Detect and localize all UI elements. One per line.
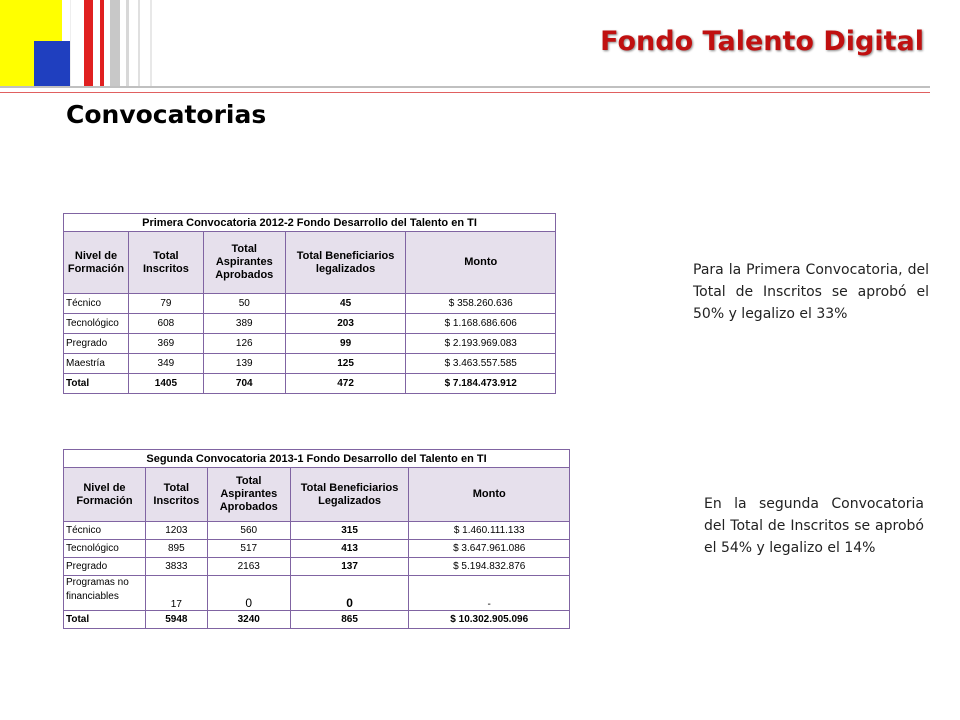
corner-blue-block — [34, 41, 70, 86]
cell-level: Técnico — [64, 522, 146, 540]
cell-beneficiaries: 45 — [285, 294, 406, 314]
page-title: Convocatorias — [66, 100, 267, 129]
cell-level: Pregrado — [64, 334, 129, 354]
cell-beneficiaries: 125 — [285, 354, 406, 374]
cell-level: Tecnológico — [64, 540, 146, 558]
cell-level: Total — [64, 611, 146, 629]
table-row — [64, 540, 570, 558]
cell-beneficiaries: 137 — [290, 558, 409, 576]
cell-level: Programas no financiables — [64, 576, 146, 611]
cell-beneficiaries: 203 — [285, 314, 406, 334]
cell-enrolled: 895 — [145, 540, 207, 558]
cell-amount: $ 3.463.557.585 — [406, 354, 556, 374]
cell-enrolled: 79 — [128, 294, 203, 314]
cell-amount: $ 358.260.636 — [406, 294, 556, 314]
first-call-table — [63, 213, 556, 394]
stripe-gray — [150, 0, 152, 86]
cell-amount: $ 10.302.905.096 — [409, 611, 570, 629]
cell-approved: 560 — [207, 522, 290, 540]
cell-level: Tecnológico — [64, 314, 129, 334]
table-total-row — [64, 611, 570, 629]
cell-amount: $ 5.194.832.876 — [409, 558, 570, 576]
stripe-red — [84, 0, 93, 86]
column-header: Monto — [409, 468, 570, 522]
cell-enrolled: 1203 — [145, 522, 207, 540]
stripe — [70, 0, 77, 86]
cell-approved: 2163 — [207, 558, 290, 576]
header-rule — [0, 86, 930, 88]
column-header: Nivel de Formación — [64, 468, 146, 522]
cell-beneficiaries: 865 — [290, 611, 409, 629]
brand-title: Fondo Talento Digital — [600, 26, 924, 57]
cell-beneficiaries: 413 — [290, 540, 409, 558]
column-header: Total Inscritos — [128, 232, 203, 294]
stripe-red — [100, 0, 104, 86]
header-rule-red — [0, 92, 930, 93]
table-row — [64, 334, 556, 354]
stripe-gray — [110, 0, 120, 86]
stripe-gray — [126, 0, 129, 86]
cell-amount: $ 3.647.961.086 — [409, 540, 570, 558]
cell-level: Técnico — [64, 294, 129, 314]
second-call-table — [63, 449, 570, 629]
cell-approved: 704 — [203, 374, 285, 394]
cell-level: Pregrado — [64, 558, 146, 576]
table-row — [64, 314, 556, 334]
cell-level: Total — [64, 374, 129, 394]
cell-approved: 517 — [207, 540, 290, 558]
cell-approved: 50 — [203, 294, 285, 314]
cell-amount: $ 7.184.473.912 — [406, 374, 556, 394]
cell-approved: 3240 — [207, 611, 290, 629]
column-header: Total Aspirantes Aprobados — [207, 468, 290, 522]
cell-enrolled: 17 — [145, 576, 207, 611]
table-row — [64, 522, 570, 540]
table-row — [64, 294, 556, 314]
table-row — [64, 558, 570, 576]
cell-enrolled: 5948 — [145, 611, 207, 629]
stripe-gray — [138, 0, 140, 86]
table-total-row — [64, 374, 556, 394]
cell-amount: $ 1.460.111.133 — [409, 522, 570, 540]
cell-enrolled: 3833 — [145, 558, 207, 576]
column-header: Monto — [406, 232, 556, 294]
column-header: Nivel de Formación — [64, 232, 129, 294]
cell-approved: 0 — [207, 576, 290, 611]
table-caption: Primera Convocatoria 2012-2 Fondo Desarrollo del Talento en TI — [64, 214, 556, 232]
cell-beneficiaries: 315 — [290, 522, 409, 540]
cell-enrolled: 1405 — [128, 374, 203, 394]
table-row — [64, 354, 556, 374]
cell-beneficiaries: 99 — [285, 334, 406, 354]
cell-approved: 126 — [203, 334, 285, 354]
cell-beneficiaries: 472 — [285, 374, 406, 394]
cell-beneficiaries: 0 — [290, 576, 409, 611]
cell-approved: 389 — [203, 314, 285, 334]
cell-amount: $ 1.168.686.606 — [406, 314, 556, 334]
column-header: Total Beneficiarios Legalizados — [290, 468, 409, 522]
column-header: Total Aspirantes Aprobados — [203, 232, 285, 294]
cell-enrolled: 369 — [128, 334, 203, 354]
cell-enrolled: 349 — [128, 354, 203, 374]
first-call-summary: Para la Primera Convocatoria, del Total de Inscritos se aprobó el 50% y legalizo el 33% — [693, 262, 929, 322]
column-header: Total Beneficiarios legalizados — [285, 232, 406, 294]
cell-amount: - — [409, 576, 570, 611]
cell-amount: $ 2.193.969.083 — [406, 334, 556, 354]
cell-level: Maestría — [64, 354, 129, 374]
cell-approved: 139 — [203, 354, 285, 374]
cell-enrolled: 608 — [128, 314, 203, 334]
second-call-summary: En la segunda Convocatoria del Total de Inscritos se aprobó el 54% y legalizo el 14% — [704, 496, 924, 556]
table-row — [64, 576, 570, 611]
column-header: Total Inscritos — [145, 468, 207, 522]
table-caption: Segunda Convocatoria 2013-1 Fondo Desarrollo del Talento en TI — [64, 450, 570, 468]
